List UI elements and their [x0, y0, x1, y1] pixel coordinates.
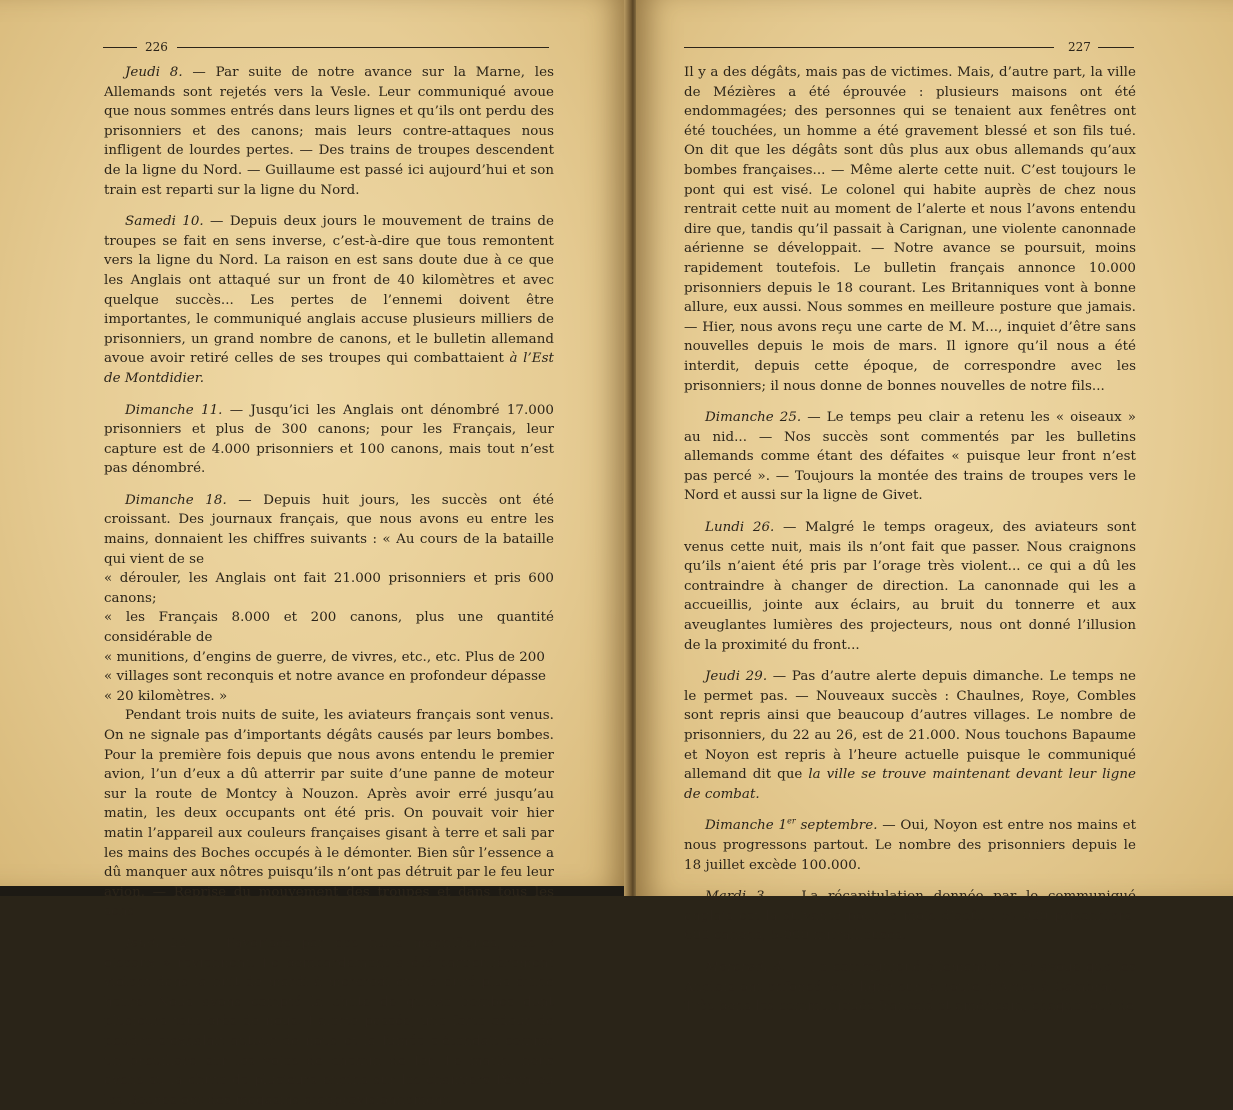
entry-text: — Malgré le temps orageux, des aviateurs sont venus cette nuit, mais ils n’ont fait que passer. Nous craignons qu’ils n’aient été pris par l’orage très violent... ce qui a dû les contraindre à changer de direction. La canonnade qui les a accueillis, jointe aux éclairs, au bruit du tonnerre et aux aveuglantes lumières des projecteurs, nous ont donné l’illusion de la proximité du front...	[684, 520, 1136, 653]
entry-date: Mardi 3.	[705, 889, 769, 905]
entry-paragraph	[684, 63, 1136, 396]
entry-paragraph	[684, 958, 1136, 1017]
entry-date: Jeudi 8.	[125, 65, 183, 80]
entry-text: — Depuis deux jours le mouvement de trains de troupes se fait en sens inverse, c’est-à-dire que tous remontent vers la ligne du Nord. La raison en est sans doute due à ce que les Anglais ont attaqué sur un front de 40 kilomètres et avec quelque succès... Les pertes de l’ennemi doivent être importantes, le communiqué anglais accuse plusieurs milliers de prisonniers, un grand nombre de canons, et le bulletin allemand avoue avoir retiré celles de ses troupes qui combattaient	[104, 214, 554, 367]
entry-date: Dimanche 25.	[705, 410, 802, 426]
quote-line: « munitions, d’engins de guerre, de vivres, etc., etc. Plus de 200	[104, 649, 545, 665]
entry-paragraph	[684, 667, 1136, 804]
right-page-header	[684, 40, 1136, 54]
page-number: 226	[145, 40, 168, 54]
left-page-text	[104, 63, 554, 1110]
entry-text: — Le temps peu clair a retenu les « oiseaux » au nid... — Nos succès sont commentés par les bulletins allemands comme étant des défaites « puisque leur front n’est pas percé ». — Toujours la montée des trains de troupes vers le Nord et aussi sur la ligne de Givet.	[684, 410, 1136, 504]
entry-paragraph	[104, 934, 554, 1110]
page-number: 227	[1068, 40, 1091, 54]
entry-paragraph	[684, 408, 1136, 506]
entry-date-main: Dimanche 1	[705, 818, 788, 834]
entry-date	[705, 818, 878, 833]
right-page	[636, 0, 1233, 1015]
entry-date: Dimanche 11.	[125, 402, 223, 418]
header-rule	[177, 47, 549, 48]
entry-italic-text: la ville se trouve maintenant devant leur ligne de combat.	[684, 767, 1137, 802]
entry-date: Lundi 26.	[705, 520, 775, 536]
entry-text: — Jusqu’ici les Anglais ont dénombré 17.000 prisonniers et plus de 300 canons; pour les Français, leur capture est de 4.000 prisonniers et 100 canons, mais tout n’est pas dénombré.	[104, 402, 554, 477]
entry-text: — Oui, Noyon est entre nos mains et nous progressons partout. Le nombre des prisonniers depuis le 18 juillet excède 100.000.	[684, 818, 1136, 873]
entry-date: Jeudi 22.	[125, 935, 192, 951]
entry-paragraph	[684, 518, 1136, 655]
entry-paragraph	[104, 491, 554, 569]
entry-paragraph	[104, 212, 554, 388]
quote-line: « les Français 8.000 et 200 canons, plus une quantité considérable de	[104, 610, 554, 646]
entry-paragraph	[104, 401, 554, 479]
left-page-header	[103, 40, 553, 54]
entry-date: Mercredi 4.	[705, 959, 787, 975]
entry-text: Il y a des dégâts, mais pas de victimes. Mais, d’autre part, la ville de Mézières a été éprouvée : plusieurs maisons ont été endommagées; des personnes qui se tenaient aux fenêtres ont été touchées, un homme a été gravement blessé et son fils tué. On dit que les dégâts sont dûs plus aux obus allemands qu’aux bombes françaises... — Même alerte cette nuit. C’est toujours le pont qui est visé. Le colonel qui habite auprès de chez nous rentrait cette nuit au moment de l’alerte et nous l’avons entendu dire que, tandis qu’il passait à Carignan, une violente canonnade aérienne se développait. — Notre avance se poursuit, moins rapidement toutefois. Le bulletin français annonce 10.000 prisonniers depuis le 18 courant. Les Britanniques vont à bonne allure, eux aussi. Nous sommes en meilleure posture que jamais. — Hier, nous avons reçu une carte de M. M..., inquiet d’être sans nouvelles depuis le mois de mars. Il ignore qu’il nous a été interdit, depuis cette époque, de correspondre avec les prisonniers; il nous donne de bonnes nouvelles de notre fils...	[684, 65, 1136, 394]
header-rule	[103, 47, 137, 48]
quote-line: « 20 kilomètres. »	[104, 688, 228, 704]
entry-date: Samedi 10.	[125, 214, 204, 230]
entry-date-rest: septembre.	[795, 818, 878, 834]
entry-paragraph	[104, 706, 554, 922]
entry-date-superscript: er	[787, 816, 796, 826]
entry-text: — Par suite de notre avance sur la Marne, les Allemands sont rejetés vers la Vesle. Leur communiqué avoue que nous sommes entrés dans leurs lignes et qu’ils ont perdu des prisonniers et des canons; mais leurs contre-attaques nous infligent de lourdes pertes. — Des trains de troupes descendent de la ligne du Nord. — Guillaume est passé ici aujourd’hui et son train est reparti sur la ligne du Nord.	[104, 65, 554, 198]
entry-text: — Depuis huit jours, les succès ont été croissant. Des journaux français, que nous avons eu entre les mains, donnaient les chiffres suivants : « Au cours de la bataille qui vient de se	[104, 492, 554, 567]
entry-paragraph	[104, 63, 554, 200]
entry-italic-text: à l’Est de Montdidier.	[104, 351, 554, 386]
right-page-text	[684, 63, 1136, 1017]
header-rule	[1098, 47, 1134, 48]
entry-text: — La récapitulation donnée par le communiqué anglais est la suivante pour le mois d’août : 57.000 prisonniers, 600 canons, 5.000 mitrailleuses.	[684, 889, 1136, 944]
entry-date: Jeudi 29.	[705, 669, 768, 685]
entry-text: — Favorisés par des nuits magnifiques, nos « oiseaux » reviennent. Le bombardement a été particulièrement violent dans la nuit de mardi à mercredi et il a duré plus d’une heure. Nous avons compté la chute de quinze bombes dont plusieurs tout près de nous. L’alerte passée, une forte odeur de poudre s’exhalait autour de nous et la fumée s’étendait comme un brouillard sur les voies de chemin de fer. Le matin, nous avons su la chute de plusieurs engins sur les chantiers Périn où les Boches ont des magasins d’approvisionnement.	[104, 935, 554, 1108]
entry-paragraph	[684, 816, 1136, 875]
quote-line: « villages sont reconquis et notre avance en profondeur dépasse	[104, 669, 546, 685]
entry-date: Dimanche 18.	[125, 492, 227, 508]
entry-text: Pendant trois nuits de suite, les aviateurs français sont venus. On ne signale pas d’importants dégâts causés par leurs bombes. Pour la première fois depuis que nous avons entendu le premier avion, l’un d’eux a dû atterrir par suite d’une panne de moteur sur la route de Montcy à Nouzon. Après avoir erré jusqu’au matin, les deux occupants ont été pris. On pouvait voir hier matin l’appareil aux couleurs françaises gisant à terre et sali par les mains des Boches occupés à le démonter. Bien sûr l’essence a dû manquer aux nôtres puisqu’ils n’ont pas détruit par le feu leur avion. — Reprise du mouvement des troupes et dans tous les sens.	[104, 708, 554, 920]
entry-text: — Le communiqué allemand d’hier avoue que les Anglais ont enfoncé leur ligne sur la route d’Arras à Cambrai. — Très bons les communiqués français et américain, chaque jour de	[684, 959, 1136, 1015]
quote-line: « dérouler, les Anglais ont fait 21.000 prisonniers et pris 600 canons;	[104, 571, 554, 606]
entry-text: — Pas d’autre alerte depuis dimanche. Le temps ne le permet pas. — Nouveaux succès : Chaulnes, Roye, Combles sont repris ainsi que beaucoup d’autres villages. Le nombre de prisonniers, du 22 au 26, est de 21.000. Nous touchons Bapaume et Noyon est repris à l’heure actuelle puisque le communiqué allemand dit que	[684, 669, 1136, 783]
header-rule	[684, 47, 1054, 48]
